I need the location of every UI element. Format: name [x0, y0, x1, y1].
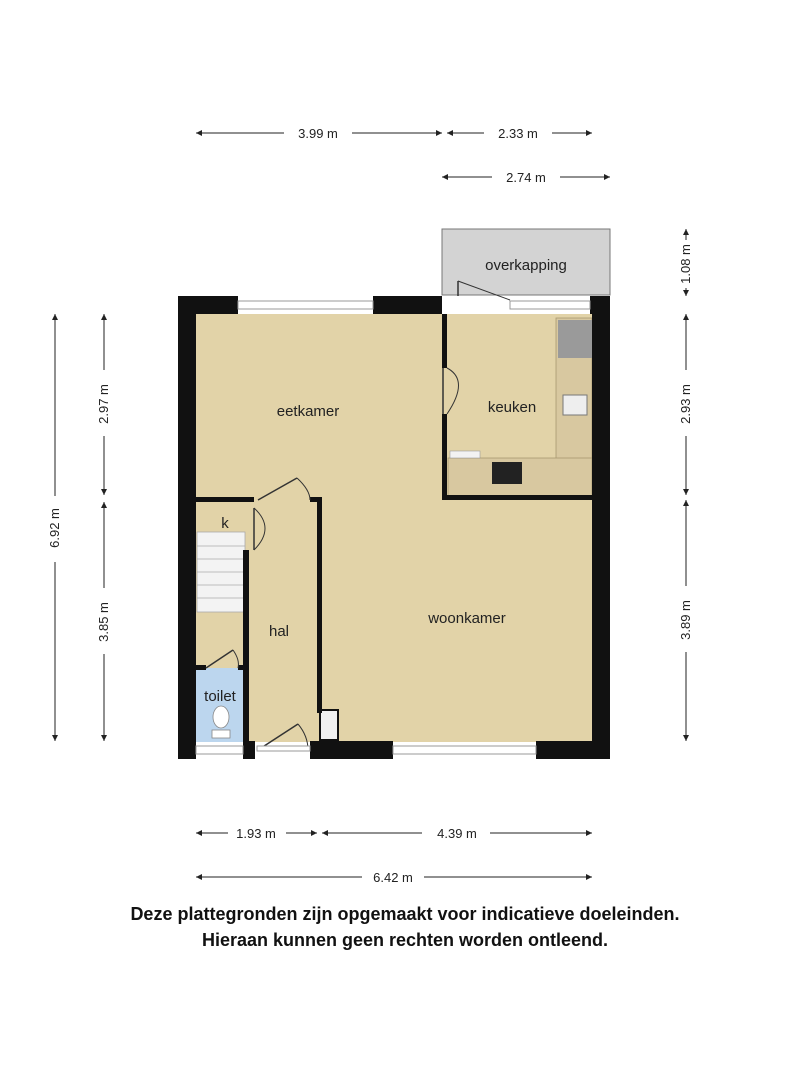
- disclaimer-line-1: Deze plattegronden zijn opgemaakt voor indicatieve doeleinden.: [130, 904, 680, 924]
- dimension-bottom-total: [196, 870, 592, 885]
- fridge: [558, 320, 592, 358]
- dimension-right-keuken: [678, 314, 693, 495]
- svg-text:3.89 m: 3.89 m: [678, 600, 693, 640]
- svg-text:3.85 m: 3.85 m: [96, 602, 111, 642]
- dimension-left-upper: [96, 314, 111, 495]
- floor-main: [196, 314, 592, 742]
- stove-icon: [492, 462, 522, 484]
- svg-text:2.33 m: 2.33 m: [498, 126, 538, 141]
- dimension-top-left: [196, 126, 442, 141]
- disclaimer-line-2: Hieraan kunnen geen rechten worden ontleend.: [201, 930, 609, 950]
- svg-text:3.99 m: 3.99 m: [298, 126, 338, 141]
- dimension-top-right: [447, 126, 592, 141]
- dimension-right-overkapping: [678, 229, 693, 296]
- sink-icon: [563, 395, 587, 415]
- room-label-keuken: keuken: [487, 399, 537, 416]
- dimension-right-woonkamer: [678, 500, 693, 741]
- dimension-left-lower: [96, 502, 111, 741]
- room-label-hal: hal: [268, 623, 290, 640]
- svg-text:1.08 m: 1.08 m: [678, 244, 693, 284]
- room-label-woonkamer: woonkamer: [428, 610, 506, 627]
- room-label-eetkamer: eetkamer: [276, 403, 340, 420]
- svg-text:2.74 m: 2.74 m: [506, 170, 546, 185]
- toilet-icon: [212, 706, 230, 738]
- dimension-bottom-left: [196, 826, 317, 841]
- dimension-left-total: [47, 314, 62, 741]
- svg-text:2.93 m: 2.93 m: [678, 384, 693, 424]
- svg-text:6.92 m: 6.92 m: [47, 508, 62, 548]
- meter-cupboard: [320, 710, 338, 740]
- svg-text:4.39 m: 4.39 m: [437, 826, 477, 841]
- svg-text:6.42 m: 6.42 m: [373, 870, 413, 885]
- dimension-bottom-right: [322, 826, 592, 841]
- dimension-top-second: [442, 170, 610, 185]
- stairs: [197, 532, 245, 612]
- room-label-overkapping: overkapping: [485, 257, 567, 274]
- room-label-kast: k: [221, 515, 229, 532]
- svg-text:1.93 m: 1.93 m: [236, 826, 276, 841]
- svg-text:2.97 m: 2.97 m: [96, 384, 111, 424]
- room-label-toilet: toilet: [204, 688, 236, 705]
- kitchen-shelf: [450, 451, 480, 458]
